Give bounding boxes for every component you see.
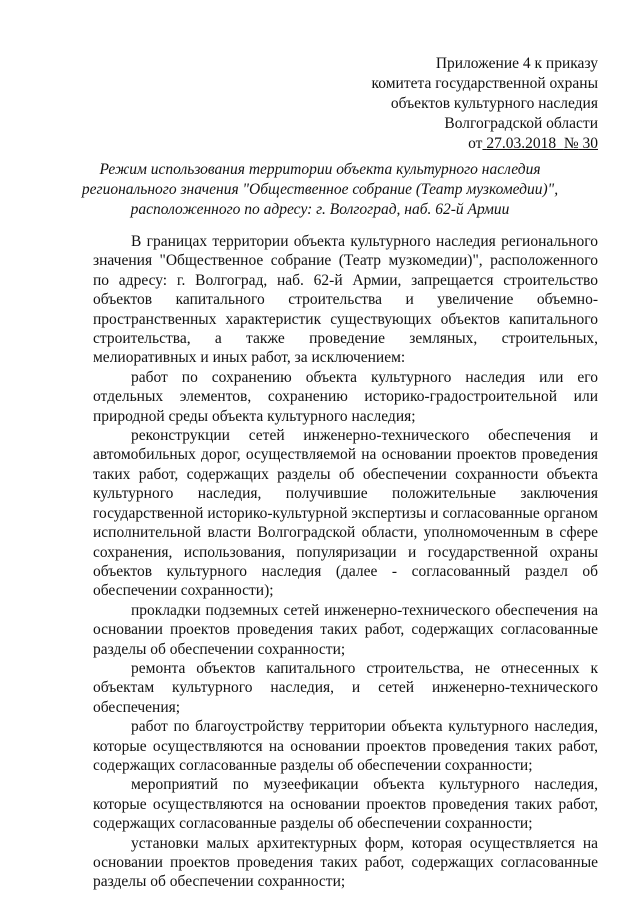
body-paragraph: мероприятий по музеефикации объекта культурного наследия, которые осуществляются на основании проектов проведения таких работ, содержащих согласованные разделы об обеспечении сохранности; — [93, 776, 598, 833]
appendix-no-label: № — [563, 135, 579, 152]
appendix-from: от — [468, 135, 483, 152]
body-paragraph: работ по благоустройству территории объекта культурного наследия, которые осуществляются на основании проектов проведения таких работ, содержащих согласованные разделы об обеспечении сохранности; — [93, 718, 598, 774]
appendix-number: 30 — [582, 135, 598, 152]
title-line-2: регионального значения "Общественное собрание (Театр музкомедии)", — [81, 181, 559, 198]
appendix-header — [298, 54, 598, 154]
appendix-line-2: комитета государственной охраны — [371, 75, 598, 92]
body-paragraph: реконструкции сетей инженерно-технического обеспечения и автомобильных дорог, осуществляемой на основании проектов проведения таких работ, содержащих разделы об обеспечении сохранности объекта культурного наследия, получившие положительные заключения государственной историко-культурной экспертизы и согласованные органом исполнительной власти Волгоградской области, уполномоченным в сфере сохранения, использования, популяризации и государственной охраны объектов культурного наследия (далее - согласованный раздел об обеспечении сохранности); — [93, 427, 598, 600]
body-paragraph: В границах территории объекта культурного наследия регионального значения "Общественное собрание (Театр музкомедии)", расположенного по адресу: г. Волгоград, наб. 62-й Армии, запрещается строительство объектов капитального строительства и увеличение объемно-пространственных характеристик существующих объектов капитального строительства, а также проведение земляных, строительных, мелиоративных и иных работ, за исключением: — [93, 233, 598, 367]
body-paragraph: установки малых архитектурных форм, которая осуществляется на основании проектов проведения таких работ, содержащих согласованные разделы об обеспечении сохранности; — [93, 834, 598, 891]
title-line-1: Режим использования территории объекта культурного наследия — [99, 161, 541, 178]
appendix-date-line — [298, 134, 598, 154]
body-paragraph: ремонта объектов капитального строительства, не отнесенных к объектам культурного наследия, и сетей инженерно-технического обеспечения; — [93, 659, 598, 716]
title-line-3: расположенного по адресу: г. Волгоград, наб. 62-й Армии — [130, 201, 510, 218]
appendix-date: 27.03.2018 — [486, 135, 557, 152]
document-title — [80, 160, 560, 220]
appendix-line-4: Волгоградской области — [444, 115, 598, 132]
body-paragraph: работ по сохранению объекта культурного наследия или его отдельных элементов, сохранению историко-градостроительной или природной среды объекта культурного наследия; — [93, 368, 598, 425]
appendix-date-underlined — [482, 135, 598, 152]
document-body — [93, 232, 598, 892]
appendix-line-1: Приложение 4 к приказу — [435, 55, 598, 72]
body-paragraph: прокладки подземных сетей инженерно-технического обеспечения на основании проектов проведения таких работ, содержащих согласованные разделы об обеспечении сохранности; — [93, 601, 598, 658]
appendix-line-3: объектов культурного наследия — [390, 95, 598, 112]
